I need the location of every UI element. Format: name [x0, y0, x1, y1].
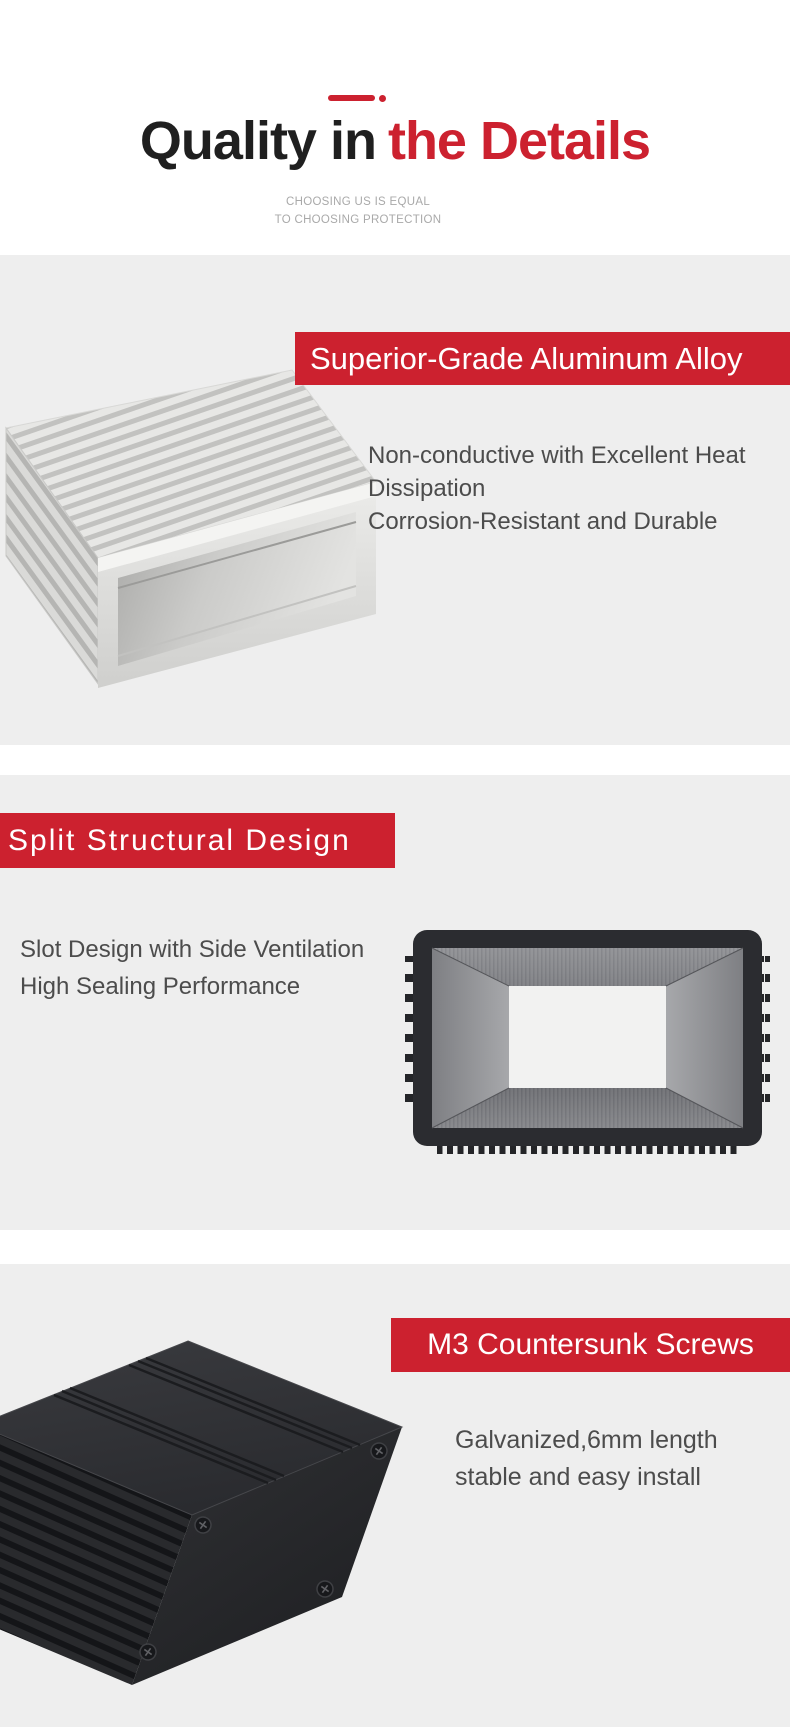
- red-dash: [328, 95, 375, 101]
- page-subtitle: [0, 193, 753, 229]
- feature-text-m3-screws: [455, 1422, 718, 1496]
- feature-text-line: High Sealing Performance: [20, 973, 301, 1000]
- feature-banner-aluminum-alloy: Superior-Grade Aluminum Alloy: [295, 332, 790, 385]
- feature-section-split-design: [0, 775, 790, 1230]
- black-enclosure-box-image: [0, 1337, 405, 1727]
- feature-banner-m3-screws: M3 Countersunk Screws: [391, 1318, 790, 1372]
- page-title: [0, 110, 790, 172]
- feature-text-split-design: [20, 931, 364, 1005]
- feature-banner-split-design: Split Structural Design: [0, 813, 395, 868]
- black-enclosure-cross-section-image: [405, 928, 770, 1156]
- feature-text-line: Galvanized,6mm length: [455, 1426, 718, 1454]
- feature-text-line: stable and easy install: [455, 1463, 701, 1491]
- feature-text-line: Non-conductive with Excellent Heat: [368, 442, 746, 469]
- page-title-black-part: Quality in: [139, 111, 376, 171]
- feature-text-line: Corrosion-Resistant and Durable: [368, 508, 718, 535]
- subtitle-line: CHOOSING US IS EQUAL: [285, 196, 431, 208]
- red-dot: [379, 95, 386, 102]
- subtitle-line: TO CHOOSING PROTECTION: [274, 214, 442, 226]
- feature-text-line: Slot Design with Side Ventilation: [20, 936, 365, 963]
- page-title-red-part: the Details: [387, 111, 651, 171]
- red-dash-dot-decoration: [328, 95, 398, 103]
- feature-section-aluminum-alloy: [0, 255, 790, 745]
- feature-section-m3-screws: [0, 1264, 790, 1727]
- feature-text-aluminum-alloy: [368, 439, 746, 538]
- feature-text-line: Dissipation: [368, 475, 486, 502]
